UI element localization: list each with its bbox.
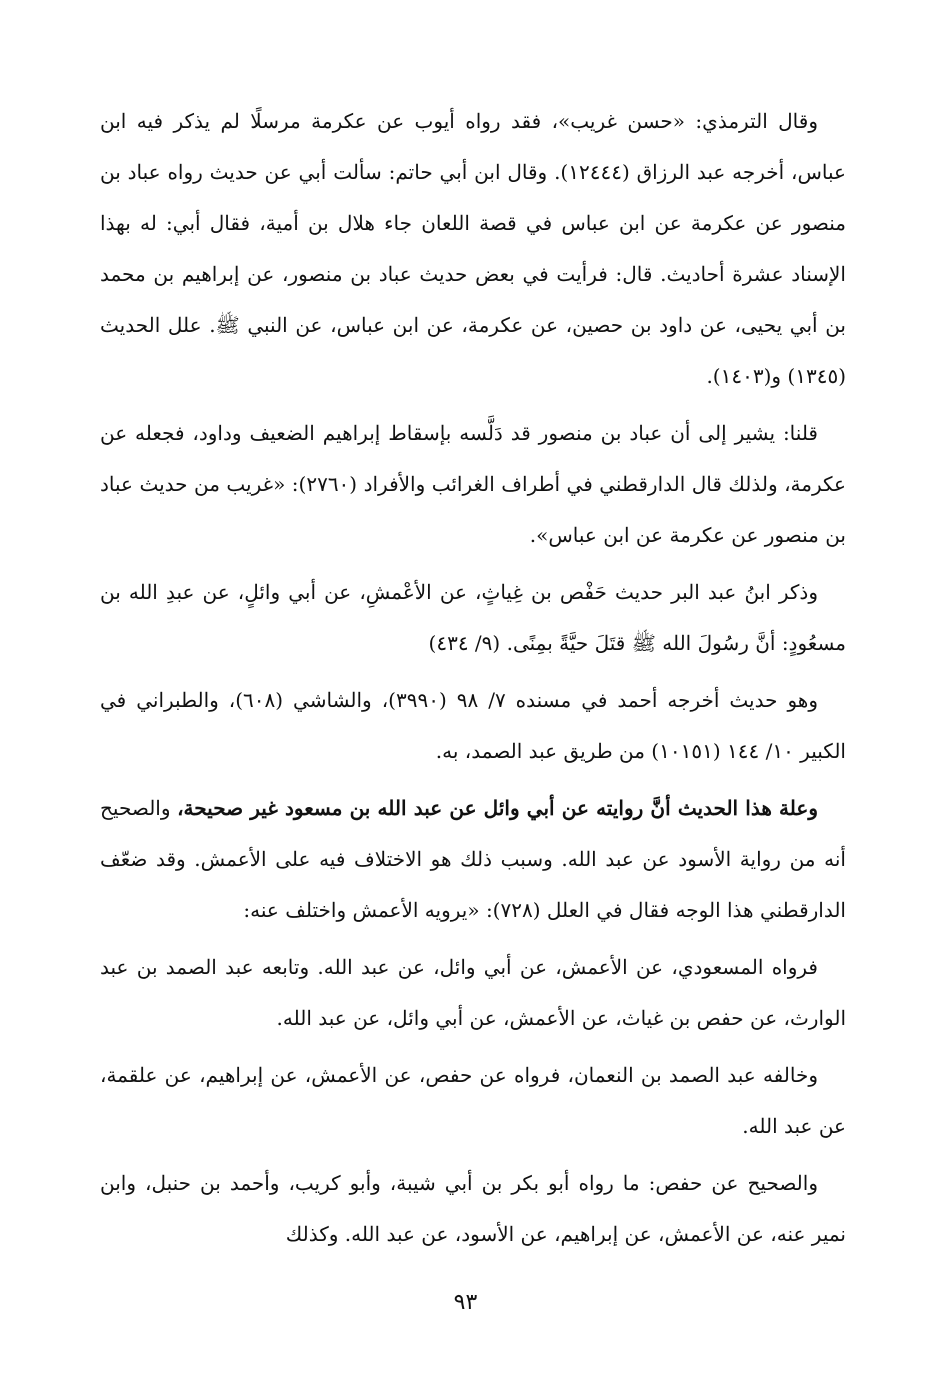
paragraph-illa	[100, 783, 846, 936]
page-number: ٩٣	[453, 1290, 478, 1315]
illa-rest: والصحيح أنه من رواية الأسود عن عبد الله. وسبب ذلك هو الاختلاف فيه على الأعمش. وقد ضعّف الدارقطني هذا الوجه فقال في العلل (٧٢٨): «يرويه الأعمش واختلف عنه:	[100, 796, 846, 922]
paragraph-ibn-abd-al-barr: وذكر ابنُ عبد البر حديث حَفْص بن غِياثٍ، عن الأعْمشِ، عن أبي وائلٍ، عن عبدِ الله بن مسعُودٍ: أنَّ رسُولَ الله ﷺ قتَلَ حيَّةً بمِنًى. (٩/ ٤٣٤)	[100, 580, 846, 655]
paragraph-masudi: فرواه المسعودي، عن الأعمش، عن أبي وائل، عن عبد الله. وتابعه عبد الصمد بن عبد الوارث، عن حفص بن غياث، عن الأعمش، عن أبي وائل، عن عبد الله.	[100, 955, 846, 1030]
illa-bold-lead: وعلة هذا الحديث أنَّ روايته عن أبي وائل عن عبد الله بن مسعود غير صحيحة،	[177, 796, 818, 820]
paragraph-qulna: قلنا: يشير إلى أن عباد بن منصور قد دَلَّسه بإسقاط إبراهيم الضعيف وداود، فجعله عن عكرمة، ولذلك قال الدارقطني في أطراف الغرائب والأفراد (٢٧٦٠): «غريب من حديث عباد بن منصور عن عكرمة عن ابن عباس».	[100, 421, 846, 547]
paragraph-tirmidhi: وقال الترمذي: «حسن غريب»، فقد رواه أيوب عن عكرمة مرسلًا لم يذكر فيه ابن عباس، أخرجه عبد الرزاق (١٢٤٤٤). وقال ابن أبي حاتم: سألت أبي عن حديث رواه عباد بن منصور عن عكرمة عن ابن عباس في قصة اللعان جاء هلال بن أمية، فقال أبي: له بهذا الإسناد عشرة أحاديث. قال: فرأيت في بعض حديث عباد بن منصور، عن إبراهيم بن محمد بن أبي يحيى، عن داود بن حصين، عن عكرمة، عن ابن عباس، عن النبي ﷺ. علل الحديث (١٣٤٥) و(١٤٠٣).	[100, 109, 846, 388]
main-text	[100, 96, 846, 1266]
paragraph-khalafahu: وخالفه عبد الصمد بن النعمان، فرواه عن حفص، عن الأعمش، عن إبراهيم، عن علقمة، عن عبد الله.	[100, 1063, 846, 1138]
paragraph-takhrij: وهو حديث أخرجه أحمد في مسنده ٧/ ٩٨ (٣٩٩٠)، والشاشي (٦٠٨)، والطبراني في الكبير ١٠/ ١٤٤ (١٠١٥١) من طريق عبد الصمد، به.	[100, 688, 846, 763]
paragraph-sahih: والصحيح عن حفص: ما رواه أبو بكر بن أبي شيبة، وأبو كريب، وأحمد بن حنبل، وابن نمير عنه، عن الأعمش، عن إبراهيم، عن الأسود، عن عبد الله. وكذلك	[100, 1171, 846, 1246]
